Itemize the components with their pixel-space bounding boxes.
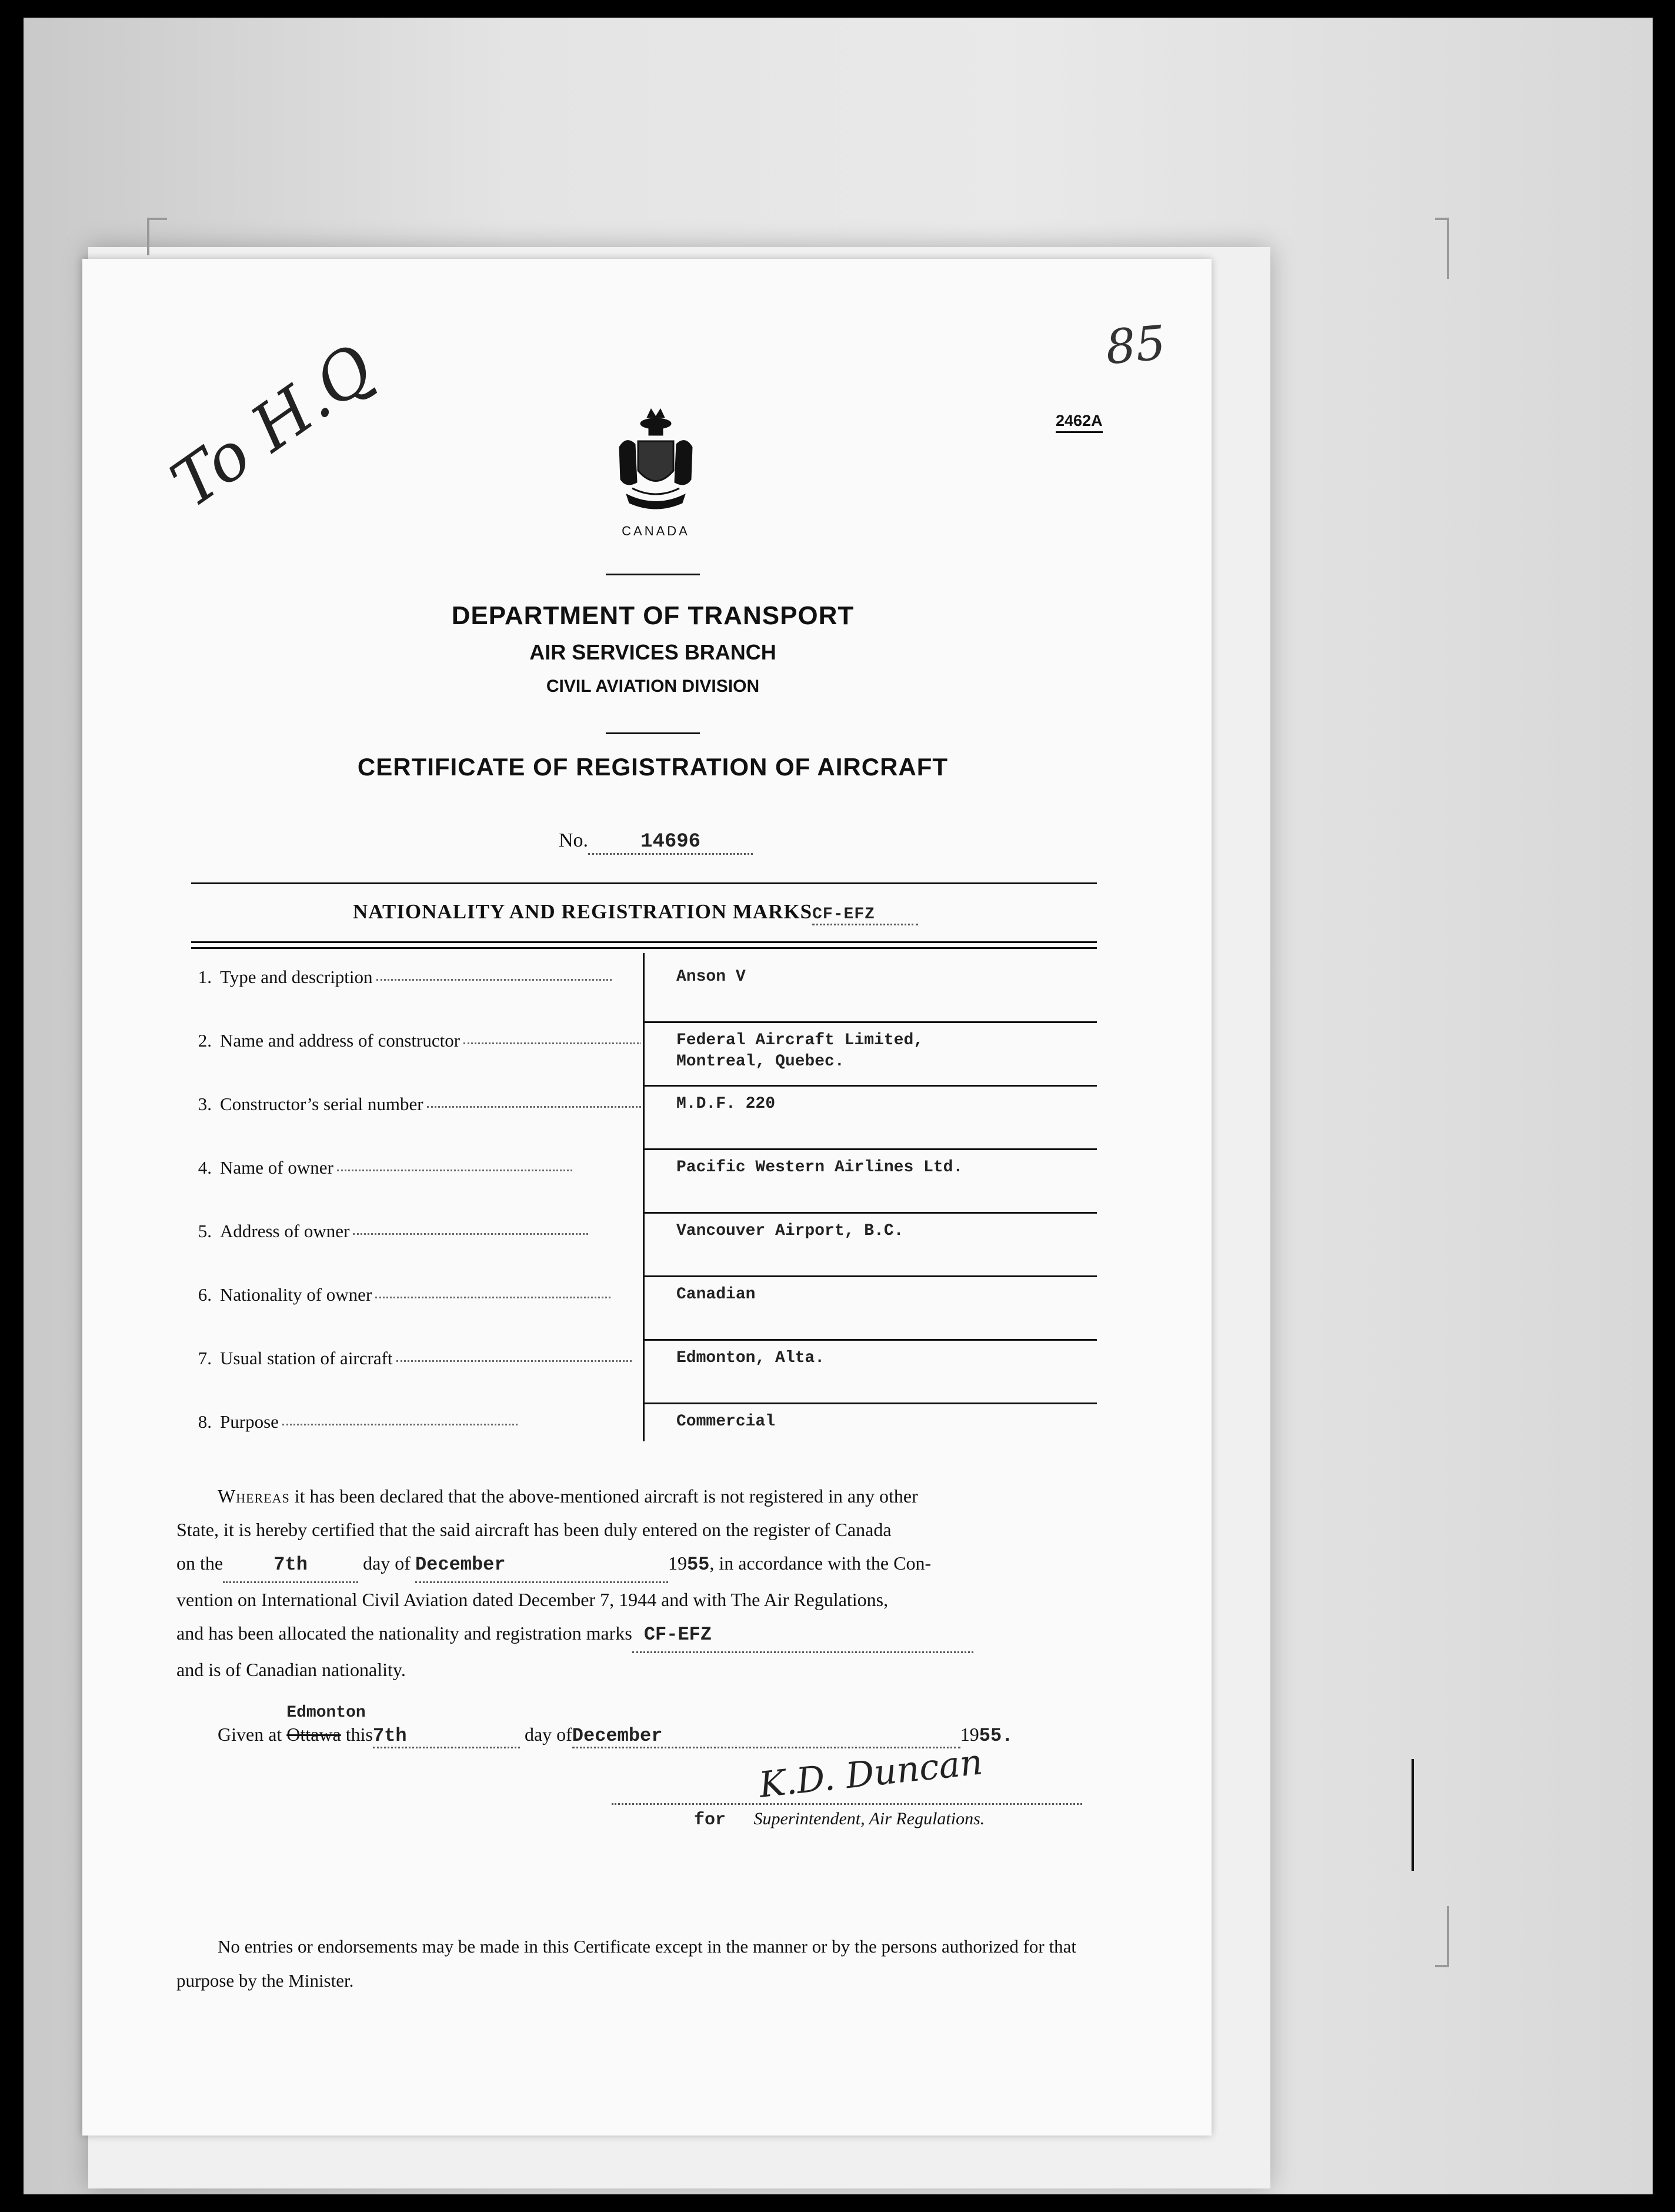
field-row-serial: 3. Constructor’s serial number M.D.F. 220 xyxy=(188,1083,1094,1147)
branch-heading: AIR SERVICES BRANCH xyxy=(529,640,776,664)
department-heading: DEPARTMENT OF TRANSPORT xyxy=(451,601,855,630)
place-overtyped: Edmonton xyxy=(286,1704,366,1722)
mount-corner-bottom-right xyxy=(1435,1906,1449,1967)
rule-above-marks xyxy=(191,882,1097,884)
divider-top xyxy=(606,574,700,575)
division-heading: CIVIL AVIATION DIVISION xyxy=(546,677,760,696)
double-rule-1 xyxy=(191,941,1097,943)
field-label: Nationality of owner xyxy=(220,1284,372,1305)
given-at-line: Given at Edmonton Ottawa this7th day ofDecember 1955. xyxy=(218,1724,1013,1748)
signature: K.D. Duncan xyxy=(757,1741,985,1806)
field-row-owner-address: 5. Address of owner Vancouver Airport, B.C. xyxy=(188,1210,1094,1274)
certificate-number-line xyxy=(559,830,753,855)
field-value-line2: Montreal, Quebec. xyxy=(676,1052,845,1071)
divider-bottom xyxy=(606,732,700,734)
allocated-mark: CF-EFZ xyxy=(643,1624,712,1645)
registration-year: 55 xyxy=(686,1554,710,1575)
field-row-type: 1. Type and description Anson V xyxy=(188,956,1094,1020)
mount-corner-top-right xyxy=(1435,218,1449,279)
certificate-number: 14696 xyxy=(640,831,701,853)
whereas-paragraph: Whereas it has been declared that the above-mentioned aircraft is not registered in any other State, it is hereby certified that the said aircraft has been duly entered on the register of Canada on the 7th day of December 1955, in accordance with the Con- vention on International Civil Aviation dated December 7, 1944 and with The Air Regulations, and has been allocated the nationality and registration marks CF-EFZ and is of Canadian nationality. xyxy=(176,1480,1094,1687)
signature-line xyxy=(612,1803,1082,1805)
registration-month: December xyxy=(415,1554,506,1575)
handwritten-to-hq: To H.Q xyxy=(158,329,388,522)
field-row-constructor: 2. Name and address of constructor Federal Aircraft Limited, Montreal, Quebec. xyxy=(188,1020,1094,1083)
field-value: Canadian xyxy=(676,1285,756,1304)
nationality-marks-line xyxy=(353,900,918,925)
given-day: 7th xyxy=(372,1725,407,1747)
given-year: 55. xyxy=(979,1725,1013,1747)
field-label: Name and address of constructor xyxy=(220,1030,461,1051)
registration-day: 7th xyxy=(273,1554,308,1575)
field-label: Usual station of aircraft xyxy=(220,1348,393,1368)
field-label: Type and description xyxy=(220,967,373,987)
field-value: Edmonton, Alta. xyxy=(676,1349,825,1367)
signatory-line xyxy=(694,1809,985,1830)
handwritten-page-number: 85 xyxy=(1103,315,1168,375)
certificate-title: CERTIFICATE OF REGISTRATION OF AIRCRAFT xyxy=(357,753,949,781)
field-row-owner-name: 4. Name of owner Pacific Western Airlines Ltd. xyxy=(188,1147,1094,1210)
nationality-label: NATIONALITY AND REGISTRATION MARKS xyxy=(353,900,813,923)
field-row-usual-station: 7. Usual station of aircraft Edmonton, Alta. xyxy=(188,1337,1094,1401)
field-value: Pacific Western Airlines Ltd. xyxy=(676,1158,963,1177)
field-label: Name of owner xyxy=(220,1157,333,1178)
field-value: M.D.F. 220 xyxy=(676,1095,776,1113)
field-value: Anson V xyxy=(676,968,746,986)
field-value: Commercial xyxy=(676,1413,776,1431)
field-label: Constructor’s serial number xyxy=(220,1094,423,1114)
place-printed: Ottawa xyxy=(286,1724,341,1745)
number-label: No. xyxy=(559,830,589,851)
form-number: 2462A xyxy=(1056,412,1103,433)
coat-of-arms-icon xyxy=(609,406,703,518)
field-label: Address of owner xyxy=(220,1221,350,1241)
field-row-owner-nationality: 6. Nationality of owner Canadian xyxy=(188,1274,1094,1337)
margin-line xyxy=(1412,1759,1414,1871)
given-month: December xyxy=(572,1725,663,1747)
crest-caption: CANADA xyxy=(622,524,690,538)
footer-notice: No entries or endorsements may be made in this Certificate except in the manner or by the persons authorized for that purpose by the Minister. xyxy=(176,1936,1076,1991)
field-value: Federal Aircraft Limited, xyxy=(676,1031,924,1050)
field-label: Purpose xyxy=(220,1411,279,1432)
whereas-lead: Whereas xyxy=(218,1485,290,1507)
registration-mark: CF-EFZ xyxy=(812,905,875,924)
signatory-title: Superintendent, Air Regulations. xyxy=(753,1809,985,1828)
for-label: for xyxy=(694,1810,726,1830)
field-value: Vancouver Airport, B.C. xyxy=(676,1222,904,1240)
field-row-purpose: 8. Purpose Commercial xyxy=(198,1411,776,1432)
double-rule-2 xyxy=(191,947,1097,949)
mount-corner-top-left xyxy=(147,218,167,255)
